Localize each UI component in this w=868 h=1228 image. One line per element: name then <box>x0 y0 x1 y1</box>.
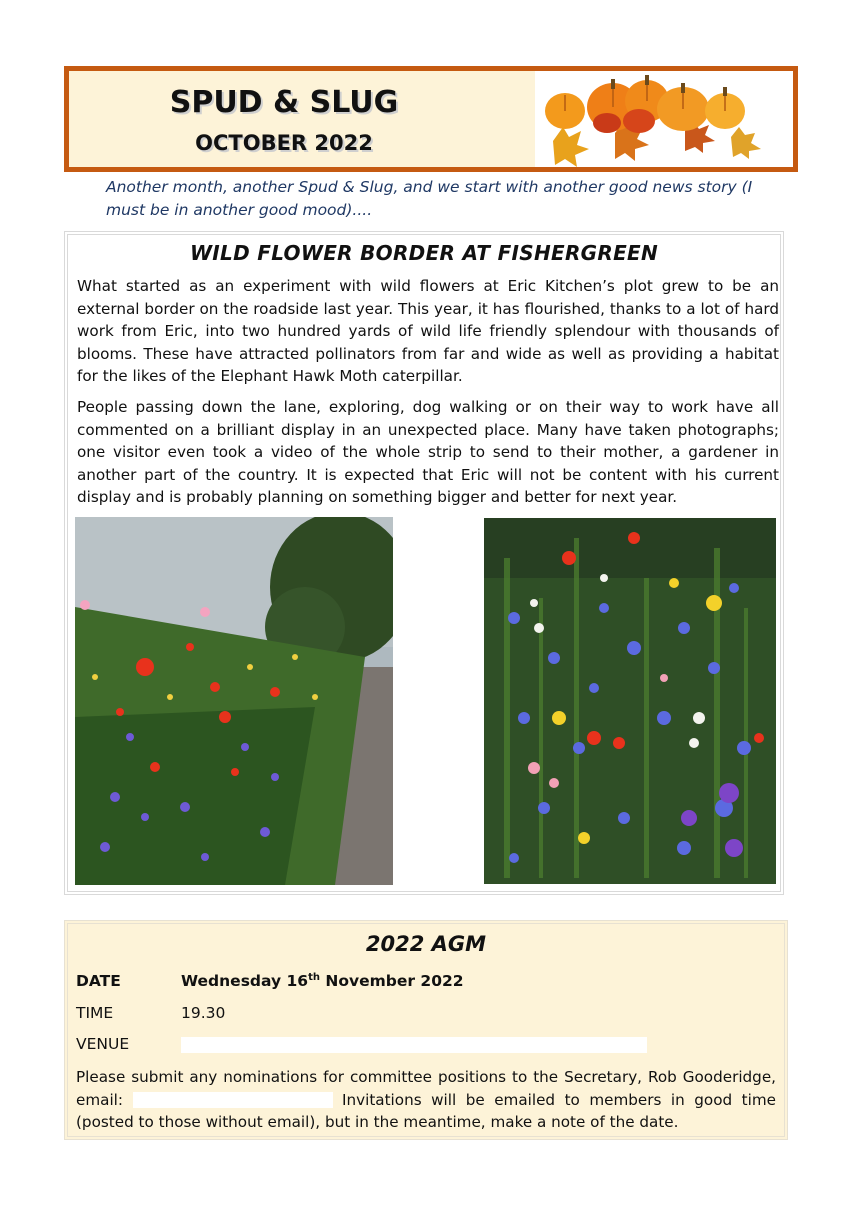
time-value: 19.30 <box>181 1004 226 1022</box>
agm-venue-row <box>76 1035 647 1053</box>
masthead <box>64 66 798 172</box>
intro-text: Another month, another Spud & Slug, and we start with another good news story (I must be in another good mood).... <box>106 178 753 219</box>
story-paragraph-2: People passing down the lane, exploring, dog walking or on their way to work have all commented on a brilliant display in an unexpected place. Many have taken photographs; one visitor even took a video of the whole strip to send to their mother, a gardener in another part of the country. It is expected that Eric will not be content with his current display and is probably planning on something bigger and better for next year. <box>77 398 779 506</box>
date-value-suffix: th <box>308 972 320 983</box>
date-value-month: November 2022 <box>319 972 464 991</box>
story-box <box>64 231 784 895</box>
story-heading: WILD FLOWER BORDER AT FISHERGREEN <box>189 241 659 265</box>
pumpkins-illustration <box>535 71 793 167</box>
story-paragraph-1: What started as an experiment with wild flowers at Eric Kitchen’s plot grew to be an external border on the roadside last year. This year, it has flourished, thanks to a lot of hard work from Eric, into two hundred yards of wild life friendly splendour with thousands of blooms. These have attracted pollinators from far and wide as well as providing a habitat for the likes of the Elephant Hawk Moth caterpillar. <box>77 277 779 385</box>
date-value-day: Wednesday 16 <box>181 972 309 991</box>
agm-heading: 2022 AGM <box>365 932 487 956</box>
agm-paragraph-start: Please submit any nominations for committee positions to the Secretary, Rob Gooderidge, email: <box>76 1068 776 1109</box>
agm-date-row <box>76 972 464 990</box>
issue-date: OCTOBER 2022 <box>195 131 373 155</box>
venue-label: VENUE <box>76 1035 130 1053</box>
agm-paragraph-end: Invitations will be emailed to members in good time (posted to those without email), but in the meantime, make a note of the date. <box>76 1090 776 1131</box>
time-label: TIME <box>76 1004 114 1022</box>
wildflower-lane-photo <box>75 517 393 885</box>
agm-box <box>64 920 788 1140</box>
wildflower-closeup-photo <box>484 518 776 884</box>
date-value <box>181 972 464 990</box>
agm-paragraph <box>76 1066 776 1134</box>
agm-time-row <box>76 1004 225 1022</box>
newsletter-title: SPUD & SLUG <box>169 85 399 120</box>
date-label: DATE <box>76 972 121 991</box>
venue-redacted <box>181 1037 647 1053</box>
email-redacted <box>133 1092 333 1108</box>
